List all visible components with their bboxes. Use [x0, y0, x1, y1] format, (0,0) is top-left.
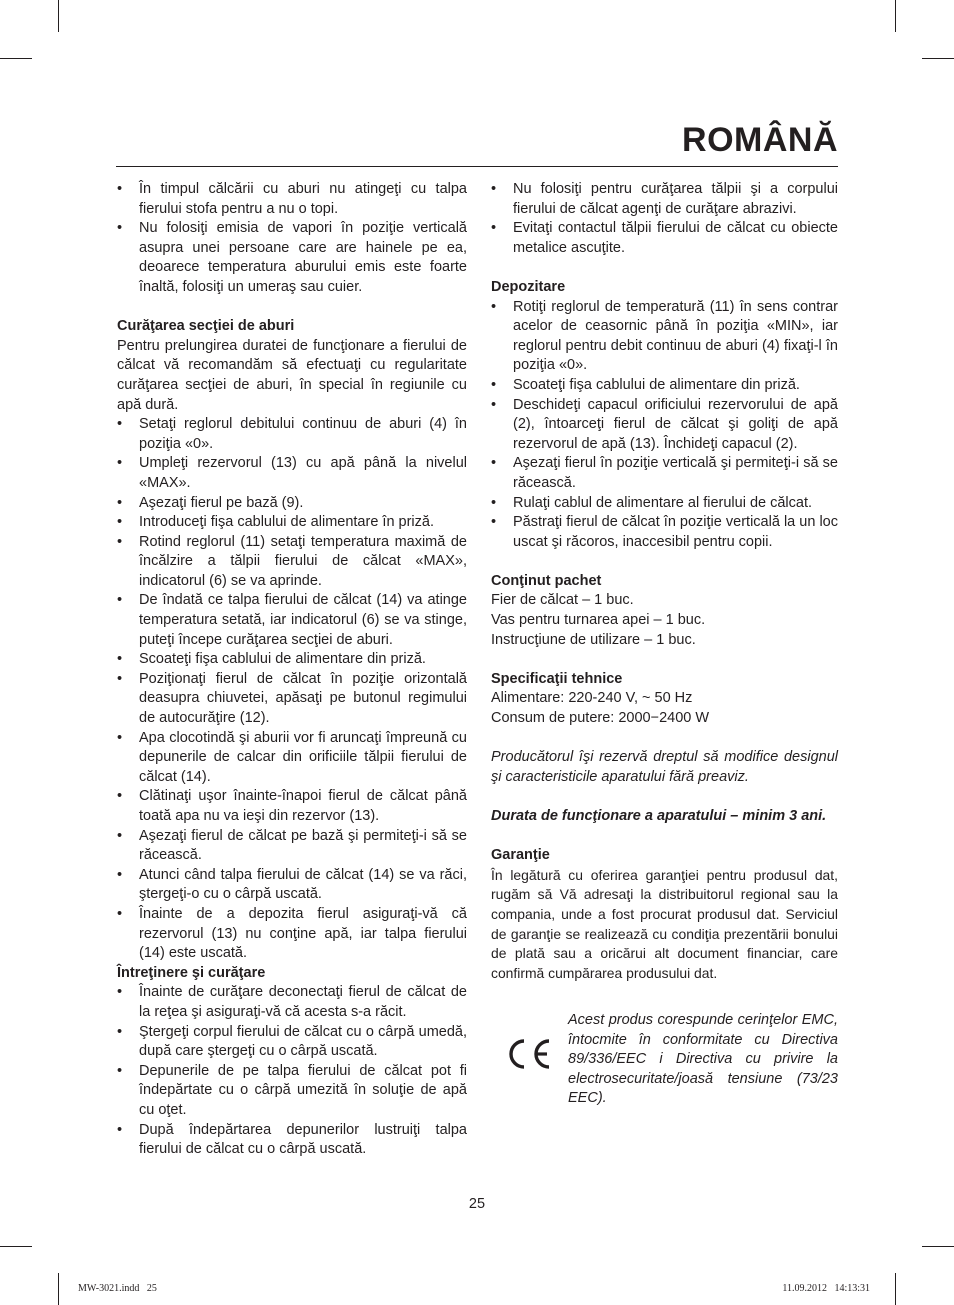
crop-mark — [922, 58, 954, 59]
list-item: • Rotind reglorul (11) setaţi temperatura maximă de încălzire a tălpii fierului de călcat «MAX», indicatorul (6) se va aprinde. — [117, 533, 467, 592]
spec-line: Alimentare: 220-240 V, ~ 50 Hz — [491, 690, 693, 707]
list-item: • Scoateţi fişa cablului de alimentare din priză. — [117, 650, 467, 670]
footer-timestamp: 11.09.2012 14:13:31 — [782, 1283, 870, 1294]
left-column — [117, 180, 467, 1160]
list-item: • Umpleţi rezervorul (13) cu apă până la nivelul «MAX». — [117, 454, 467, 493]
footer-filename: MW-3021.indd 25 — [78, 1283, 157, 1294]
list-item: • Înainte de a depozita fierul asiguraţi-vă că rezervorul (13) nu conţine apă, iar talpa fierului (14) este uscată. — [117, 905, 467, 964]
cleaning-paragraph: Pentru prelungirea duratei de funcţionare a fierului de călcat vă recomandăm să efectuaţi cu regularitate curăţarea secţiei de aburi, în special în regiunile cu apă dură. — [117, 337, 467, 413]
section-heading-warranty: Garanţie — [491, 847, 550, 864]
crop-mark — [0, 1246, 32, 1247]
list-item: • După îndepărtarea depunerilor lustruiţi talpa fierului de călcat cu o cârpă uscată. — [117, 1121, 467, 1160]
list-item: • Introduceţi fişa cablului de alimentare în priză. — [117, 513, 467, 533]
crop-mark — [58, 1273, 59, 1305]
top-bullet-list — [491, 180, 838, 258]
crop-mark — [895, 1273, 896, 1305]
ce-mark-icon — [505, 1037, 553, 1071]
right-column — [491, 180, 838, 1113]
crop-mark — [895, 0, 896, 32]
crop-mark — [58, 0, 59, 32]
list-item: • De îndată ce talpa fierului de călcat (14) va atinge temperatura setată, iar indicatorul (6) se va stinge, puteţi începe curăţarea secţiei de aburi. — [117, 591, 467, 650]
list-item: • Nu folosiţi pentru curăţarea tălpii şi a corpului fierului de călcat agenţi de curăţare abrazivi. — [491, 180, 838, 219]
page-number: 25 — [468, 1196, 486, 1212]
contents-line: Vas pentru turnarea apei – 1 buc. — [491, 612, 706, 629]
section-heading-cleaning: Curăţarea secţiei de aburi — [117, 318, 295, 335]
list-item: • Păstraţi fierul de călcat în poziţie verticală la un loc uscat şi răcoros, inaccesibil pentru copii. — [491, 513, 838, 552]
list-item: • Atunci când talpa fierului de călcat (14) se va răci, ştergeţi-o cu o cârpă uscată. — [117, 866, 467, 905]
header-rule — [116, 166, 838, 167]
list-item: • În timpul călcării cu aburi nu atingeţi cu talpa fierului stofa pentru a nu o topi. — [117, 180, 467, 219]
crop-mark — [0, 58, 32, 59]
list-item: • Deschideţi capacul orificiului rezervorului de apă (2), întoarceţi fierul de călcat şi goliţi de apă rezervorul de apă (13). Închideţi capacul (2). — [491, 396, 838, 455]
page-title: ROMÂNĂ — [682, 121, 838, 159]
contents-line: Fier de călcat – 1 buc. — [491, 592, 634, 609]
manufacturer-disclaimer: Producătorul îşi rezervă dreptul să modifice designul şi caracteristicile aparatului fără preaviz. — [491, 749, 838, 785]
section-heading-contents: Conţinut pachet — [491, 572, 602, 589]
list-item: • Aşezaţi fierul în poziţie verticală şi permiteţi-i să se răcească. — [491, 454, 838, 493]
list-item: • Scoateţi fişa cablului de alimentare din priză. — [491, 376, 838, 396]
crop-mark — [922, 1246, 954, 1247]
service-lifetime: Durata de funcţionare a aparatului – minim 3 ani. — [491, 808, 827, 824]
ce-compliance-block — [491, 1003, 838, 1113]
storage-bullet-list — [491, 298, 838, 553]
list-item: • Ştergeţi corpul fierului de călcat cu o cârpă umedă, după care ştergeţi cu o cârpă uscată. — [117, 1023, 467, 1062]
section-heading-maintenance: Întreţinere şi curăţare — [117, 964, 266, 981]
list-item: • Nu folosiţi emisia de vapori în poziţie verticală asupra unei persoane care are hainele pe ea, deoarece temperatura aburului emis este foarte înaltă, folosiţi un umeraş sau cuier. — [117, 219, 467, 297]
list-item: • Apa clocotindă şi aburii vor fi aruncaţi împreună cu depunerile de calcar din orificiile tălpii fierului de călcat (14). — [117, 729, 467, 788]
spec-line: Consum de putere: 2000−2400 W — [491, 710, 710, 727]
warranty-text: În legătură cu oferirea garanţiei pentru produsul dat, rugăm să Vă adresaţi la distribuitorul regional sau la compania, unde a fost procurat produsul dat. Serviciul de garanţie se realizează cu condiţia prezentării bonului de plată sau a oricărui alt document financiar, care confirmă cumpărarea produsului dat. — [491, 866, 838, 981]
list-item: • Rotiţi reglorul de temperatură (11) în sens contrar acelor de ceasornic până în poziţia «MIN», iar reglorul pentru debit continuu de aburi (4) fixaţi-l în poziţia «0». — [491, 298, 838, 376]
ce-compliance-text: Acest produs corespunde cerinţelor EMC, întocmite în conformitate cu Directiva 89/336/EEC i Directiva cu privire la electrosecuritate/joasă tensiune (73/23 EEC). — [568, 1011, 838, 1107]
list-item: • Depunerile de pe talpa fierului de călcat pot fi îndepărtate cu o cârpă umezită în soluţie de apă cu oţet. — [117, 1062, 467, 1121]
list-item: • Setaţi reglorul debitului continuu de aburi (4) în poziţia «0». — [117, 415, 467, 454]
list-item: • Aşezaţi fierul de călcat pe bază şi permiteţi-i să se răcească. — [117, 827, 467, 866]
contents-line: Instrucţiune de utilizare – 1 buc. — [491, 631, 696, 648]
maintenance-bullet-list — [117, 983, 467, 1159]
list-item: • Aşezaţi fierul pe bază (9). — [117, 494, 467, 514]
section-heading-specs: Specificaţii tehnice — [491, 670, 623, 687]
list-item: • Evitaţi contactul tălpii fierului de călcat cu obiecte metalice ascuţite. — [491, 219, 838, 258]
list-item: • Clătinaţi uşor înainte-înapoi fierul de călcat până toată apa nu va ieşi din rezervor (13). — [117, 787, 467, 826]
list-item: • Înainte de curăţare deconectaţi fierul de călcat de la reţea şi asiguraţi-vă că acesta s-a răcit. — [117, 983, 467, 1022]
intro-bullet-list — [117, 180, 467, 298]
list-item: • Poziţionaţi fierul de călcat în poziţie orizontală deasupra chiuvetei, apăsaţi pe butonul regimului de autocurăţire (12). — [117, 670, 467, 729]
section-heading-storage: Depozitare — [491, 278, 566, 295]
list-item: • Rulaţi cablul de alimentare al fierului de călcat. — [491, 494, 838, 514]
cleaning-bullet-list — [117, 415, 467, 964]
